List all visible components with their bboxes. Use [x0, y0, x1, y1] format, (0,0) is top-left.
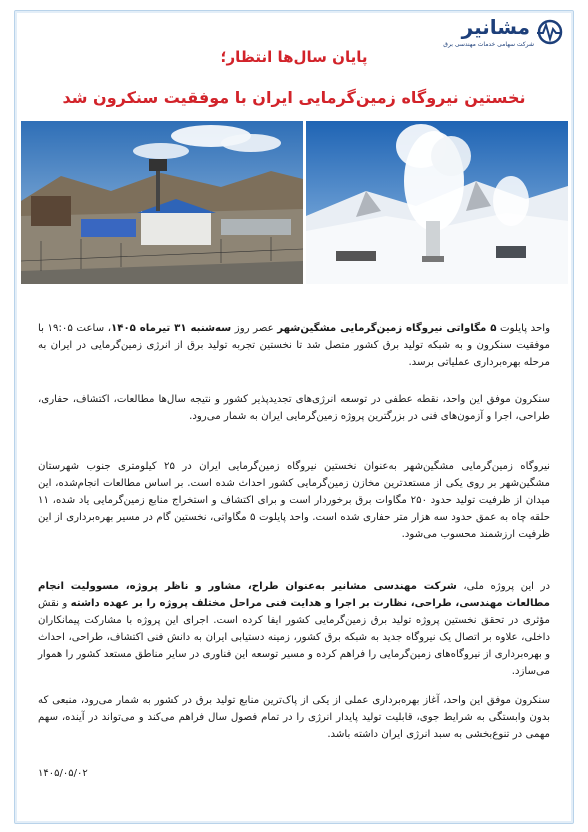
p4-text-a: در این پروژه ملی، — [456, 581, 550, 592]
headline-line-1: پایان سال‌ها انتظار؛ — [220, 48, 368, 66]
paragraph-intro — [38, 320, 550, 371]
p1-text-c: عصر روز — [231, 323, 278, 334]
mashanir-logo-icon — [534, 16, 564, 46]
p4-text-b: شرکت مهندسی مشانیر به‌عنوان طراح، مشاور و ناظر پروژه، مسوولیت انجام مطالعات مهندسی، طراحی، نظارت بر اجرا و هدایت فنی مراحل مختلف پروژه را بر عهده داشته — [38, 581, 550, 609]
headline-line-2: نخستین نیروگاه زمین‌گرمایی ایران با موفقیت سنکرون شد — [62, 88, 526, 107]
p1-text-a: واحد پایلوت — [496, 323, 551, 334]
p4-text-c: و نقش مؤثری در تحقق نخستین پروژه تولید برق زمین‌گرمایی کشور ایفا کرده است. اجرای این پروژه با مشارکت پیمانکاران داخلی، علاوه بر اتصال یک نیروگاه جدید به شبکه برق کشور، زمینه دستیابی ایران به دانش فنی اکتشاف، طراحی، احداث و بهره‌برداری از نیروگاه‌های زمین‌گرمایی را فراهم کرده و مسیر توسعه این فناوری در سایر مناطق مستعد کشور را هموار می‌سازد. — [37, 598, 550, 677]
p3-text: نیروگاه زمین‌گرمایی مشگین‌شهر به‌عنوان نخستین نیروگاه زمین‌گرمایی ایران در ۲۵ کیلومتری جنوب شهرستان مشگین‌شهر بر روی یکی از مستعدترین مخازن زمین‌گرمایی کشور احداث شده است. بر اساس مطالعات انجام‌شده، این میدان از ظرفیت تولید حدود ۲۵۰ مگاوات برق برخوردار است و برای اکتشاف و استخراج منابع زمین‌گرمایی یاد شده، ۱۱ حلقه چاه به عمق حدود سه هزار متر حفاری شده است. واحد پایلوت ۵ مگاواتی، نخستین گام در مسیر بهره‌برداری از این ظرفیت ارزشمند محسوب می‌شود. — [38, 461, 550, 540]
p1-text-e: ، ساعت ۱۹:۰۵ با موفقیت سنکرون و به شبکه تولید برق کشور متصل شد تا نخستین تجربه تولید برق از انرژی زمین‌گرمایی در ایران به مرحله بهره‌برداری عملیاتی برسد. — [38, 323, 550, 368]
p2-text: سنکرون موفق این واحد، نقطه عطفی در توسعه انرژی‌های تجدیدپذیر کشور و نتیجه سال‌ها مطالعات، اکتشاف، حفاری، طراحی، اجرا و آزمون‌های فنی در بزرگترین پروژه زمین‌گرمایی ایران به شمار می‌رود. — [38, 394, 550, 422]
geothermal-steam-well-snow-photo — [306, 121, 568, 284]
geothermal-plant-buildings-photo — [21, 121, 303, 284]
paragraph-conclusion — [38, 692, 550, 743]
p5-text: سنکرون موفق این واحد، آغاز بهره‌برداری عملی از یکی از پاک‌ترین منابع تولید برق در کشور به شمار می‌رود، منبعی که بدون وابستگی به شرایط جوی، قابلیت تولید پایدار انرژی را در تمام فصول سال فراهم می‌کند و می‌تواند در آینده، سهم مهمی در تنوع‌بخشی به سبد انرژی ایران داشته باشد. — [38, 695, 550, 740]
logo-subtitle: شرکت سهامی خدمات مهندسی برق — [443, 41, 534, 48]
p1-text-b: ۵ مگاواتی نیروگاه زمین‌گرمایی مشگین‌شهر — [277, 323, 497, 334]
paragraph-milestone — [38, 391, 550, 425]
p1-text-d: سه‌شنبه ۳۱ تیرماه ۱۴۰۵ — [111, 323, 232, 334]
publish-date: ۱۴۰۵/۰۵/۰۲ — [38, 768, 88, 779]
paragraph-mashanir-role — [38, 578, 550, 680]
paragraph-plant-description — [38, 458, 550, 543]
logo-name: مشانیر — [461, 15, 530, 39]
